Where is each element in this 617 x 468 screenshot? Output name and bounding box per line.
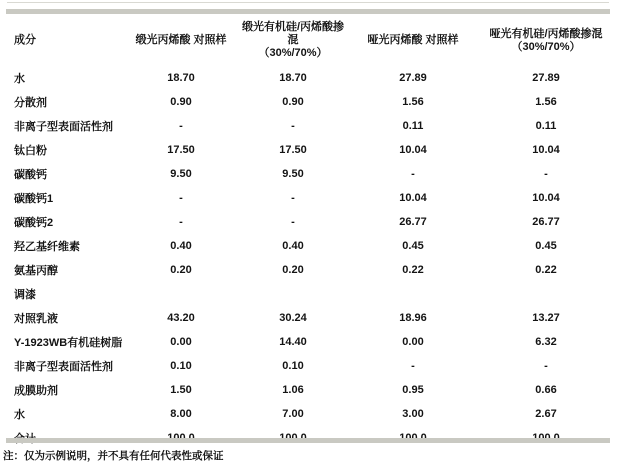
cell-value: 17.50 [167, 144, 195, 156]
cell-value: 0.10 [170, 360, 192, 372]
column-header-label: 成分 [14, 34, 36, 46]
header-row [0, 14, 617, 66]
top-thin-rule [7, 2, 609, 3]
cell-value: 30.24 [279, 312, 307, 324]
row-label: 分散剂 [14, 97, 47, 109]
column-header-label: 缎光有机硅/丙烯酸掺混 [241, 21, 345, 46]
cell-value: 0.22 [402, 264, 424, 276]
cell-value: - [291, 120, 295, 132]
bottom-border-band [6, 438, 610, 443]
table-row [0, 354, 617, 378]
footnote: 注：仅为示例说明，并不具有任何代表性或保证 [3, 450, 224, 462]
cell-value: - [179, 192, 183, 204]
cell-value: 0.00 [402, 336, 424, 348]
cell-value: 1.56 [535, 96, 557, 108]
cell-value: 0.00 [170, 336, 192, 348]
table-row [0, 90, 617, 114]
cell-value: 10.04 [399, 144, 427, 156]
cell-value: 43.20 [167, 312, 195, 324]
cell-value: 1.06 [282, 384, 304, 396]
cell-value: 10.04 [532, 144, 560, 156]
cell-value: 1.50 [170, 384, 192, 396]
cell-value: 0.20 [170, 264, 192, 276]
column-header-4 [475, 14, 617, 66]
cell-value: 13.27 [532, 312, 560, 324]
column-header-2 [235, 14, 351, 66]
cell-value: 10.04 [532, 192, 560, 204]
row-label: Y-1923WB有机硅树脂 [14, 337, 123, 349]
cell-value: 6.32 [535, 336, 557, 348]
cell-value: 8.00 [170, 408, 192, 420]
cell-value [475, 282, 617, 306]
cell-value: 26.77 [532, 216, 560, 228]
table-row [0, 66, 617, 90]
cell-value: 1.56 [402, 96, 424, 108]
cell-value [127, 282, 235, 306]
cell-value: 14.40 [279, 336, 307, 348]
column-header-subline: （30%/70%） [511, 40, 581, 53]
row-label: 钛白粉 [14, 145, 47, 157]
formulation-table [0, 14, 617, 450]
cell-value: 0.11 [535, 120, 557, 132]
column-header-component [0, 14, 127, 66]
table-row [0, 306, 617, 330]
cell-value: - [291, 192, 295, 204]
cell-value: 18.96 [399, 312, 427, 324]
cell-value: 17.50 [279, 144, 307, 156]
cell-value: 0.20 [282, 264, 304, 276]
cell-value: - [544, 168, 548, 180]
row-label: 氨基丙醇 [14, 265, 58, 277]
cell-value: - [411, 168, 415, 180]
cell-value: 0.45 [402, 240, 424, 252]
cell-value: 0.22 [535, 264, 557, 276]
row-label: 对照乳液 [14, 313, 58, 325]
column-header-label: 哑光有机硅/丙烯酸掺混 [489, 27, 603, 40]
cell-value: 27.89 [399, 72, 427, 84]
cell-value: 0.11 [402, 120, 424, 132]
cell-value: 0.10 [282, 360, 304, 372]
cell-value: - [411, 360, 415, 372]
cell-value: - [291, 216, 295, 228]
cell-value [351, 282, 475, 306]
table-row [0, 402, 617, 426]
column-header-label: 缎光丙烯酸 对照样 [135, 34, 227, 46]
row-label: 羟乙基纤维素 [14, 241, 80, 253]
row-label: 水 [14, 73, 25, 85]
row-label: 非离子型表面活性剂 [14, 361, 113, 373]
cell-value: 0.45 [535, 240, 557, 252]
cell-value: 0.40 [170, 240, 192, 252]
cell-value: 9.50 [282, 168, 304, 180]
cell-value: 0.90 [282, 96, 304, 108]
table-row [0, 186, 617, 210]
column-header-subline: （30%/70%） [258, 47, 328, 59]
cell-value: 0.40 [282, 240, 304, 252]
column-header-1 [127, 14, 235, 66]
cell-value: - [179, 216, 183, 228]
column-header-label: 哑光丙烯酸 对照样 [367, 34, 459, 46]
cell-value: 27.89 [532, 72, 560, 84]
cell-value: 9.50 [170, 168, 192, 180]
row-label: 碳酸钙2 [14, 217, 54, 229]
cell-value: 0.90 [170, 96, 192, 108]
cell-value: - [544, 360, 548, 372]
cell-value: 0.66 [535, 384, 557, 396]
row-label: 碳酸钙 [14, 169, 47, 181]
cell-value: - [179, 120, 183, 132]
row-label: 碳酸钙1 [14, 193, 54, 205]
table-row [0, 258, 617, 282]
cell-value: 0.95 [402, 384, 424, 396]
table-row [0, 162, 617, 186]
section-label: 调漆 [14, 289, 36, 301]
column-header-3 [351, 14, 475, 66]
section-header-row [0, 282, 617, 306]
table-row [0, 210, 617, 234]
table-row [0, 114, 617, 138]
row-label: 成膜助剂 [14, 385, 58, 397]
cell-value: 26.77 [399, 216, 427, 228]
cell-value: 18.70 [279, 72, 307, 84]
row-label: 水 [14, 409, 25, 421]
cell-value: 2.67 [535, 408, 557, 420]
table-row [0, 138, 617, 162]
table-row [0, 234, 617, 258]
cell-value: 18.70 [167, 72, 195, 84]
cell-value: 3.00 [402, 408, 424, 420]
row-label: 非离子型表面活性剂 [14, 121, 113, 133]
table-row [0, 330, 617, 354]
cell-value: 10.04 [399, 192, 427, 204]
table-row [0, 378, 617, 402]
cell-value: 7.00 [282, 408, 304, 420]
cell-value [235, 282, 351, 306]
